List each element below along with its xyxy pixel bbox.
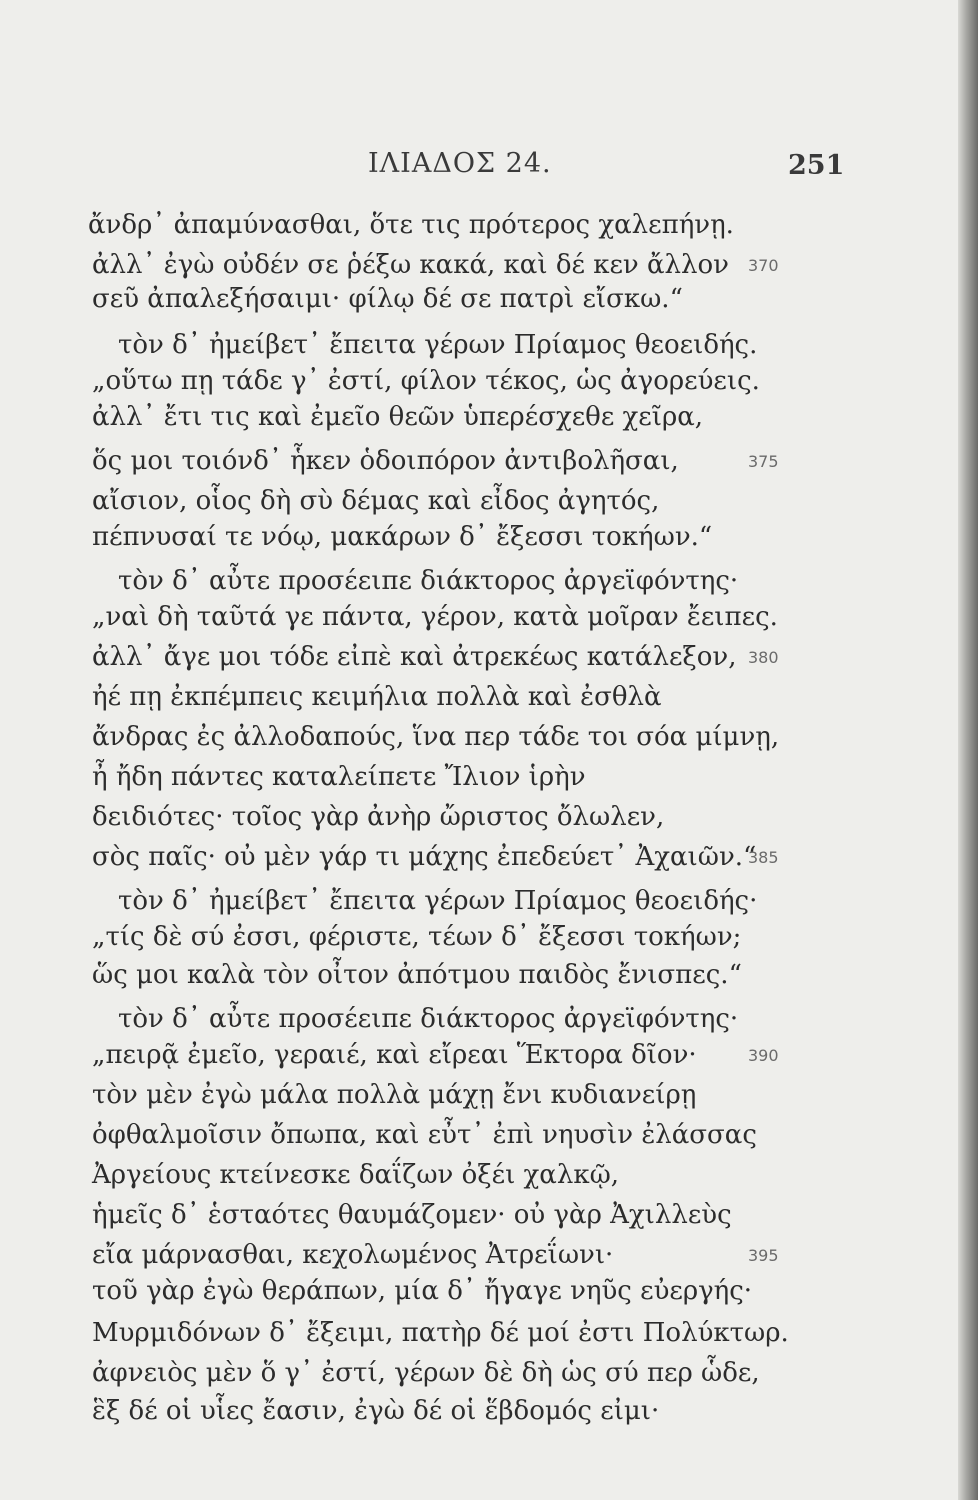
verse-line (0, 762, 958, 806)
verse-text: ὥς μοι καλὰ τὸν οἶτον ἀπότμου παιδὸς ἔνισπες.“ (92, 960, 742, 990)
verse-line (0, 284, 958, 328)
verse-text: ἀλλ᾽ ἐγὼ οὐδέν σε ῥέξω κακά, καὶ δέ κεν ἄλλον (92, 250, 729, 280)
verse-line (0, 682, 958, 726)
verse-line (0, 960, 958, 1004)
verse-text: τοῦ γὰρ ἐγὼ θεράπων, μία δ᾽ ἤγαγε νηῦς εὐεργής· (92, 1276, 753, 1306)
line-number: 375 (748, 452, 779, 471)
verse-line (0, 522, 958, 566)
verse-text: ὀφθαλμοῖσιν ὄπωπα, καὶ εὖτ᾽ ἐπὶ νηυσὶν ἐλάσσας (92, 1120, 757, 1150)
verse-text: „οὕτω πῃ τάδε γ᾽ ἐστί, φίλον τέκος, ὡς ἀγορεύεις. (92, 366, 760, 396)
verse-text: τὸν δ᾽ αὖτε προσέειπε διάκτορος ἀργεϊφόντης· (118, 566, 739, 596)
verse-line (0, 1200, 958, 1244)
verse-text: αἴσιον, οἷος δὴ σὺ δέμας καὶ εἶδος ἀγητός, (92, 486, 660, 516)
verse-text: ἦ ἤδη πάντες καταλείπετε Ἴλιον ἱρὴν (92, 762, 586, 792)
verse-text: „πειρᾷ ἐμεῖο, γεραιέ, καὶ εἴρεαι Ἕκτορα δῖον· (92, 1040, 697, 1070)
running-head (0, 148, 958, 188)
verse-text: τὸν δ᾽ αὖτε προσέειπε διάκτορος ἀργεϊφόντης· (118, 1004, 739, 1034)
line-number: 395 (748, 1246, 779, 1265)
line-number: 390 (748, 1046, 779, 1065)
verse-line (0, 642, 958, 686)
verse-text: πέπνυσαί τε νόῳ, μακάρων δ᾽ ἔξεσσι τοκήων.“ (92, 522, 713, 552)
verse-line (0, 1276, 958, 1320)
verse-line (0, 802, 958, 846)
line-number: 380 (748, 648, 779, 667)
verse-line (0, 210, 958, 254)
verse-text: ἀλλ᾽ ἔτι τις καὶ ἐμεῖο θεῶν ὑπερέσχεθε χεῖρα, (92, 402, 704, 432)
line-number: 370 (748, 256, 779, 275)
page-number: 251 (788, 150, 845, 181)
verse-line (0, 446, 958, 490)
verse-text: δειδιότες· τοῖος γὰρ ἀνὴρ ὤριστος ὄλωλεν, (92, 802, 665, 832)
verse-text: Ἀργείους κτείνεσκε δαΐζων ὀξέι χαλκῷ, (92, 1160, 620, 1190)
verse-text: ἀφνειὸς μὲν ὅ γ᾽ ἐστί, γέρων δὲ δὴ ὡς σύ περ ὧδε, (92, 1358, 760, 1388)
verse-text: ἄνδρ᾽ ἀπαμύνασθαι, ὅτε τις πρότερος χαλεπήνῃ. (88, 210, 734, 240)
verse-line (0, 1318, 958, 1362)
verse-line (0, 842, 958, 886)
verse-line (0, 402, 958, 446)
verse-text: ἠέ πῃ ἐκπέμπεις κειμήλια πολλὰ καὶ ἐσθλὰ (92, 682, 662, 712)
verse-text: ἡμεῖς δ᾽ ἑσταότες θαυμάζομεν· οὐ γὰρ Ἀχιλλεὺς (92, 1200, 732, 1230)
verse-line (0, 1080, 958, 1124)
verse-text: „τίς δὲ σύ ἐσσι, φέριστε, τέων δ᾽ ἔξεσσι τοκήων; (92, 922, 742, 952)
verse-text: τὸν μὲν ἐγὼ μάλα πολλὰ μάχῃ ἔνι κυδιανείρῃ (92, 1080, 697, 1110)
verse-line (0, 1160, 958, 1204)
verse-text: ἄνδρας ἐς ἀλλοδαπούς, ἵνα περ τάδε τοι σόα μίμνῃ, (92, 722, 780, 752)
verse-line (0, 1120, 958, 1164)
verse-text: „ναὶ δὴ ταῦτά γε πάντα, γέρον, κατὰ μοῖραν ἔειπες. (92, 602, 778, 632)
page-edge (958, 0, 978, 1500)
verse-text: τὸν δ᾽ ἠμείβετ᾽ ἔπειτα γέρων Πρίαμος θεοειδής. (118, 330, 758, 360)
verse-line (0, 602, 958, 646)
verse-text: Μυρμιδόνων δ᾽ ἔξειμι, πατὴρ δέ μοί ἐστι Πολύκτωρ. (92, 1318, 789, 1348)
verse-text: τὸν δ᾽ ἠμείβετ᾽ ἔπειτα γέρων Πρίαμος θεοειδής· (118, 886, 758, 916)
verse-line (0, 722, 958, 766)
verse-line (0, 1396, 958, 1440)
verse-text: εἴα μάρνασθαι, κεχολωμένος Ἀτρεΐωνι· (92, 1240, 614, 1270)
verse-text: ὅς μοι τοιόνδ᾽ ἧκεν ὁδοιπόρον ἀντιβολῆσαι, (92, 446, 679, 476)
verse-line (0, 1040, 958, 1084)
line-number: 385 (748, 848, 779, 867)
verse-text: ἀλλ᾽ ἄγε μοι τόδε εἰπὲ καὶ ἀτρεκέως κατάλεξον, (92, 642, 737, 672)
running-title: ΙΛΙΑΔΟΣ 24. (368, 148, 552, 179)
verse-text: ἓξ δέ οἱ υἷες ἔασιν, ἐγὼ δέ οἱ ἕβδομός εἰμι· (92, 1396, 660, 1426)
verse-text: σεῦ ἀπαλεξήσαιμι· φίλῳ δέ σε πατρὶ εἴσκω.“ (92, 284, 683, 314)
verse-text: σὸς παῖς· οὐ μὲν γάρ τι μάχης ἐπεδεύετ᾽ Ἀχαιῶν.“ (92, 842, 757, 872)
